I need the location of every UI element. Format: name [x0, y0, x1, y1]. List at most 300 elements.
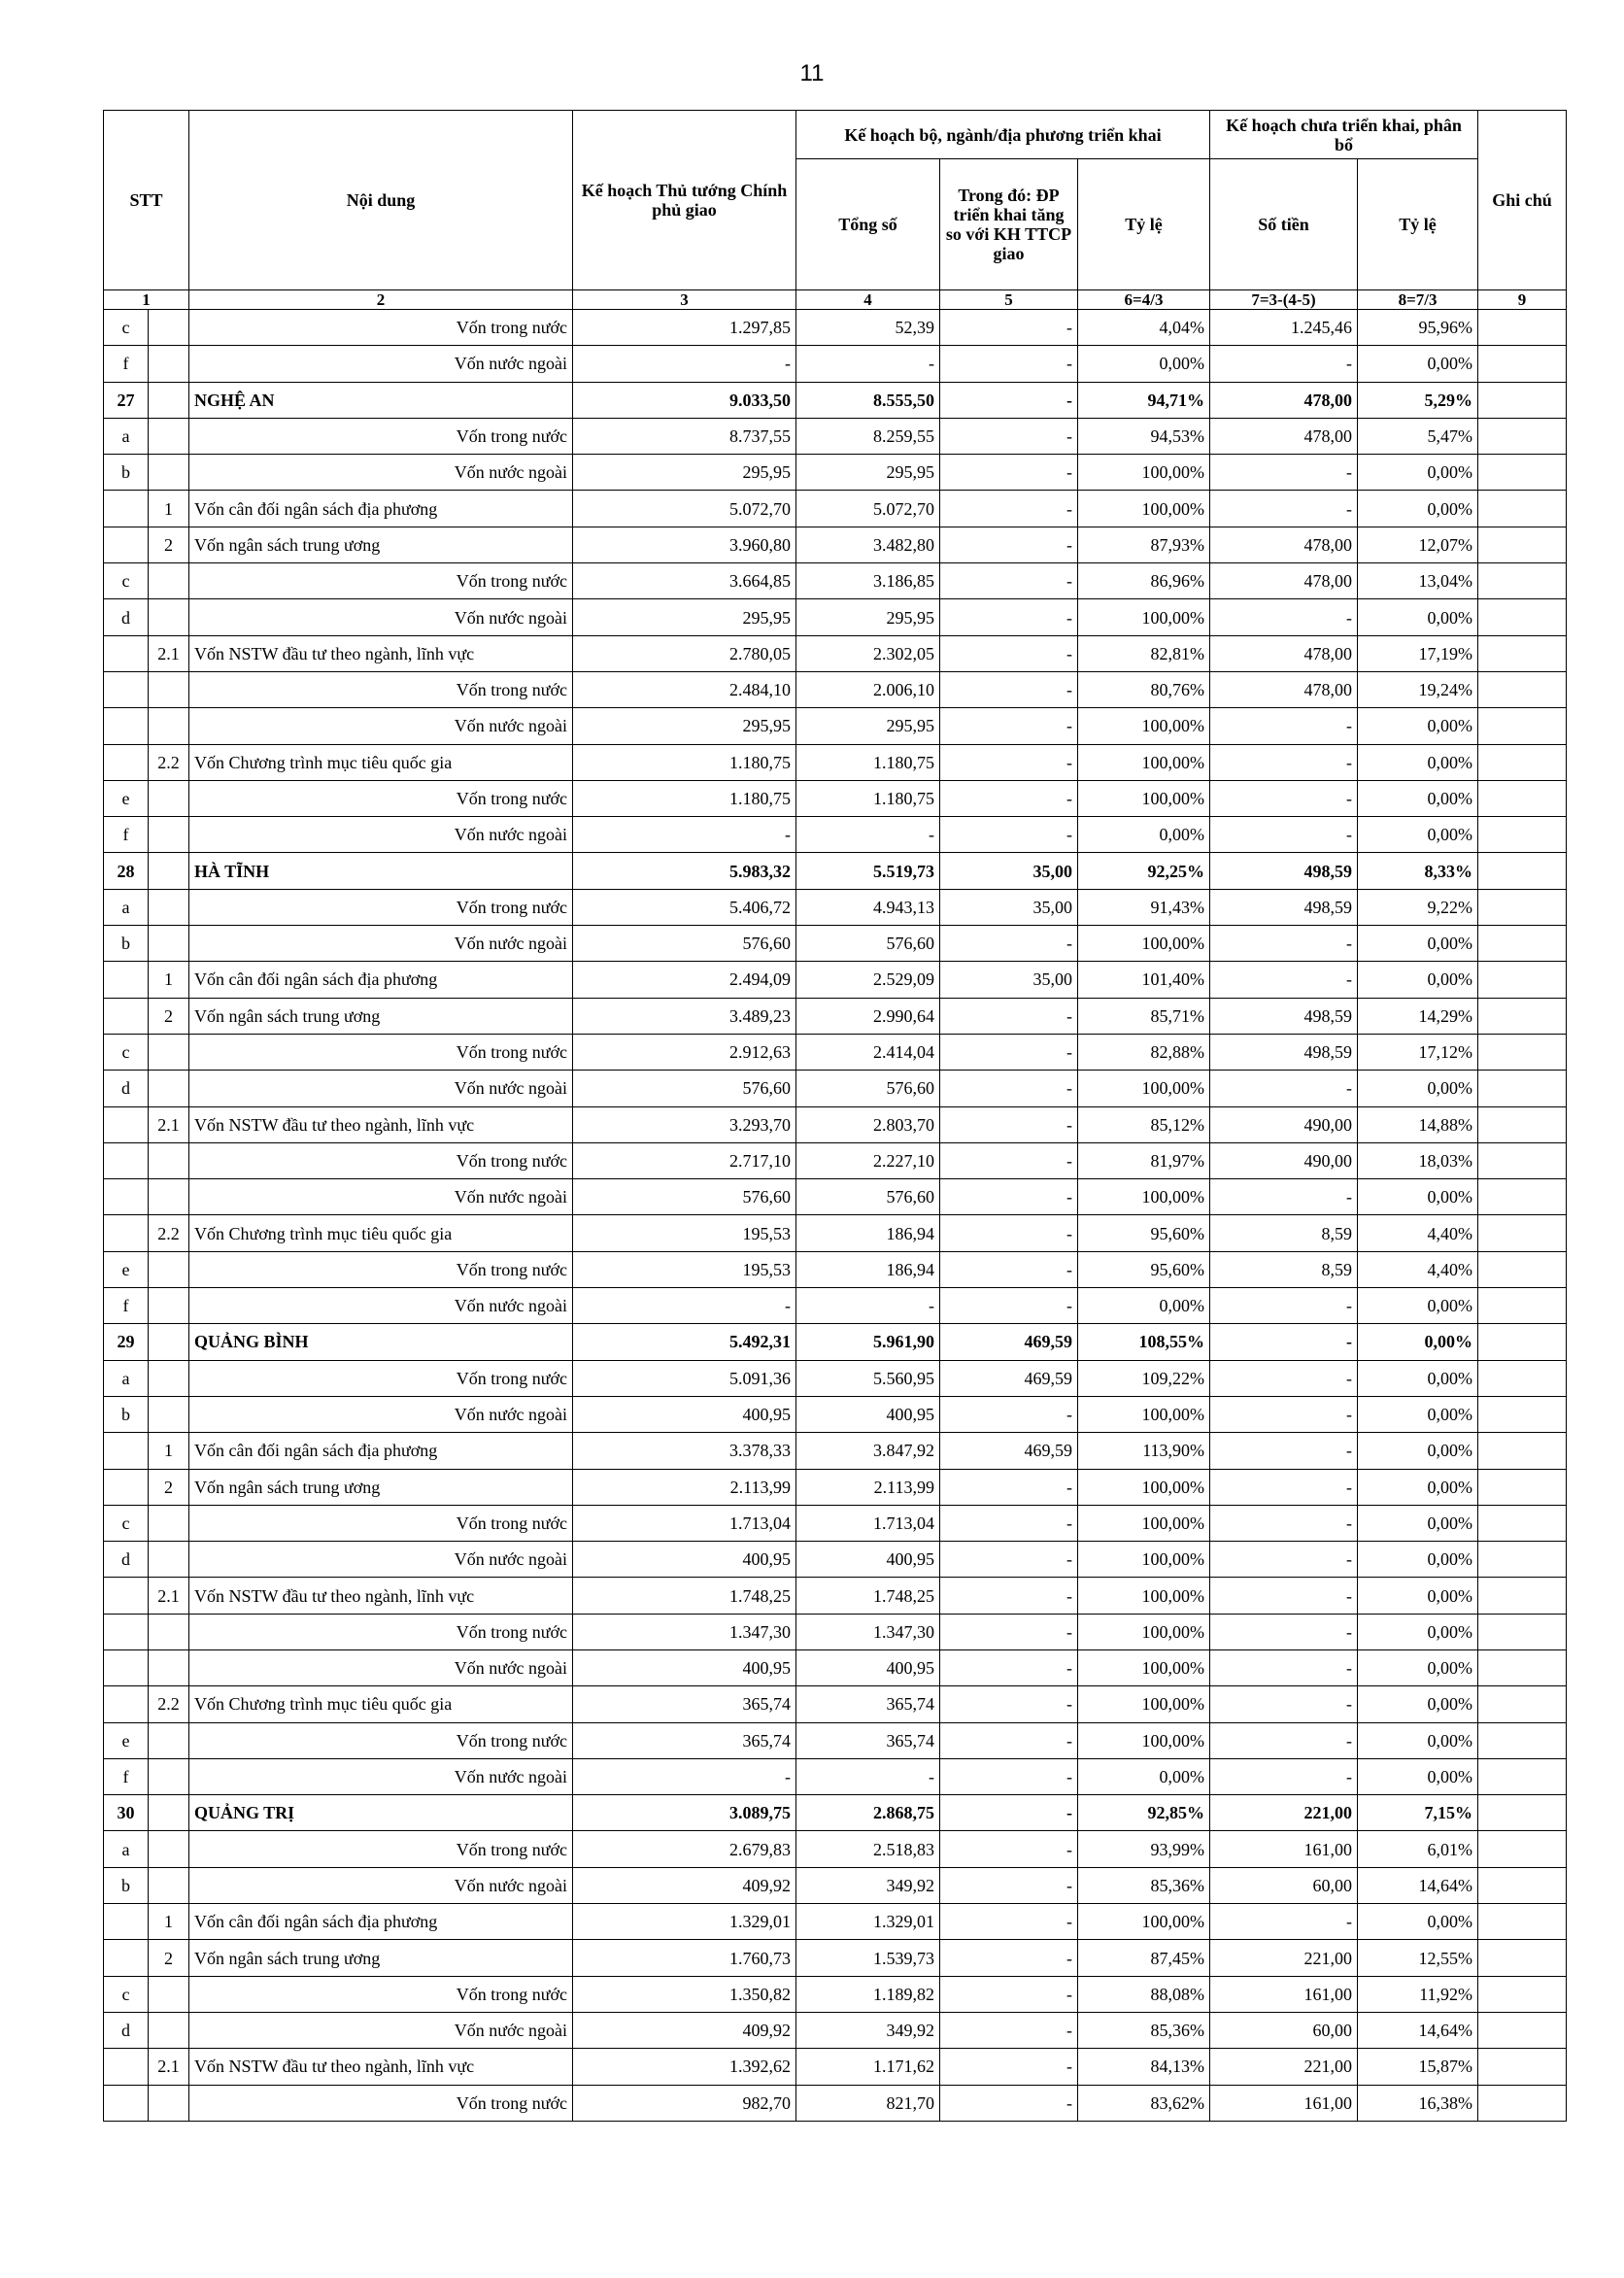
cell-sotien: 490,00: [1210, 1142, 1358, 1178]
cell-tong: 2.803,70: [796, 1106, 940, 1142]
cell-sub: 2.2: [149, 1215, 189, 1251]
cell-ghichu: [1478, 708, 1567, 744]
table-row: [104, 926, 1567, 962]
cell-stt: [104, 1904, 149, 1940]
cell-kh: 3.664,85: [573, 563, 796, 599]
cell-sotien: -: [1210, 1179, 1358, 1215]
cell-tyle2: 0,00%: [1358, 1649, 1478, 1685]
table-row: [104, 1795, 1567, 1831]
cell-label: Vốn trong nước: [189, 1831, 573, 1867]
cell-sotien: -: [1210, 926, 1358, 962]
table-row: [104, 998, 1567, 1034]
cell-stt: 28: [104, 853, 149, 889]
cell-tong: -: [796, 346, 940, 382]
cell-tyle2: 4,40%: [1358, 1251, 1478, 1287]
budget-table: [103, 110, 1567, 2122]
cell-stt: d: [104, 2012, 149, 2048]
cell-tyle: 4,04%: [1078, 310, 1210, 346]
cell-tang: -: [940, 2049, 1078, 2085]
cell-label: Vốn nước ngoài: [189, 926, 573, 962]
table-row: [104, 1142, 1567, 1178]
cell-tong: 1.748,25: [796, 1578, 940, 1614]
cell-stt: e: [104, 1251, 149, 1287]
cell-tyle: 87,93%: [1078, 527, 1210, 562]
table-row: [104, 346, 1567, 382]
table-row: [104, 780, 1567, 816]
cell-tang: -: [940, 1505, 1078, 1541]
cell-ghichu: [1478, 998, 1567, 1034]
cell-sub: [149, 1649, 189, 1685]
cell-tang: -: [940, 671, 1078, 707]
cell-kh: 1.329,01: [573, 1904, 796, 1940]
cell-ghichu: [1478, 2049, 1567, 2085]
table-row: [104, 1396, 1567, 1432]
cell-label: Vốn NSTW đầu tư theo ngành, lĩnh vực: [189, 2049, 573, 2085]
cell-tyle: 100,00%: [1078, 926, 1210, 962]
cell-tang: -: [940, 418, 1078, 454]
cell-label: Vốn NSTW đầu tư theo ngành, lĩnh vực: [189, 635, 573, 671]
cell-tyle2: 9,22%: [1358, 889, 1478, 925]
header-noi-dung: Nội dung: [189, 111, 573, 290]
cell-tang: 469,59: [940, 1433, 1078, 1469]
table-row: [104, 1469, 1567, 1505]
table-row: [104, 1251, 1567, 1287]
cell-tang: -: [940, 2085, 1078, 2121]
cell-stt: [104, 635, 149, 671]
cell-tang: -: [940, 1649, 1078, 1685]
cell-sotien: -: [1210, 599, 1358, 635]
cell-sub: [149, 817, 189, 853]
table-row: [104, 1940, 1567, 1976]
cell-ghichu: [1478, 926, 1567, 962]
cell-label: NGHỆ AN: [189, 382, 573, 418]
cell-tang: -: [940, 1071, 1078, 1106]
cell-sub: [149, 926, 189, 962]
cell-tang: -: [940, 455, 1078, 491]
cell-tyle: 100,00%: [1078, 780, 1210, 816]
cell-tyle: 100,00%: [1078, 1686, 1210, 1722]
cell-kh: 400,95: [573, 1542, 796, 1578]
cell-tyle2: 0,00%: [1358, 1722, 1478, 1758]
cell-kh: 5.492,31: [573, 1324, 796, 1360]
cell-label: HÀ TĨNH: [189, 853, 573, 889]
index-row: [104, 290, 1567, 310]
cell-sub: [149, 418, 189, 454]
cell-stt: a: [104, 418, 149, 454]
page-number: 11: [799, 60, 825, 86]
cell-sub: [149, 1324, 189, 1360]
cell-label: Vốn cân đối ngân sách địa phương: [189, 1433, 573, 1469]
cell-sub: [149, 599, 189, 635]
cell-ghichu: [1478, 527, 1567, 562]
cell-tang: -: [940, 527, 1078, 562]
cell-tyle: 100,00%: [1078, 1396, 1210, 1432]
cell-label: Vốn Chương trình mục tiêu quốc gia: [189, 1215, 573, 1251]
table-row: [104, 1179, 1567, 1215]
cell-tong: 400,95: [796, 1649, 940, 1685]
cell-tyle: 88,08%: [1078, 1976, 1210, 2012]
header-group-trien-khai: Kế hoạch bộ, ngành/địa phương triển khai: [796, 111, 1210, 159]
cell-sub: [149, 1288, 189, 1324]
cell-sotien: 60,00: [1210, 2012, 1358, 2048]
cell-stt: [104, 1433, 149, 1469]
cell-tyle2: 0,00%: [1358, 780, 1478, 816]
cell-sotien: -: [1210, 744, 1358, 780]
cell-stt: [104, 527, 149, 562]
cell-sotien: -: [1210, 817, 1358, 853]
cell-ghichu: [1478, 1142, 1567, 1178]
cell-kh: 1.713,04: [573, 1505, 796, 1541]
cell-kh: 400,95: [573, 1396, 796, 1432]
cell-sub: 2.1: [149, 1578, 189, 1614]
cell-kh: 1.297,85: [573, 310, 796, 346]
cell-kh: 195,53: [573, 1215, 796, 1251]
cell-stt: c: [104, 1976, 149, 2012]
cell-tong: 2.006,10: [796, 671, 940, 707]
table-row: [104, 744, 1567, 780]
cell-kh: 3.960,80: [573, 527, 796, 562]
table-row: [104, 889, 1567, 925]
cell-sub: [149, 346, 189, 382]
cell-stt: c: [104, 1505, 149, 1541]
table-row: [104, 1505, 1567, 1541]
cell-ghichu: [1478, 1722, 1567, 1758]
cell-tyle2: 5,29%: [1358, 382, 1478, 418]
cell-tyle2: 0,00%: [1358, 744, 1478, 780]
cell-sotien: 161,00: [1210, 2085, 1358, 2121]
cell-tang: -: [940, 817, 1078, 853]
cell-tyle2: 14,64%: [1358, 2012, 1478, 2048]
cell-sotien: 490,00: [1210, 1106, 1358, 1142]
cell-tang: -: [940, 563, 1078, 599]
header-ty-le: Tỷ lệ: [1078, 159, 1210, 290]
cell-kh: -: [573, 817, 796, 853]
cell-tong: 1.539,73: [796, 1940, 940, 1976]
table-row: [104, 1106, 1567, 1142]
cell-sub: 1: [149, 1433, 189, 1469]
cell-label: Vốn nước ngoài: [189, 1179, 573, 1215]
table-row: [104, 1215, 1567, 1251]
cell-tyle2: 14,64%: [1358, 1867, 1478, 1903]
cell-tang: -: [940, 1867, 1078, 1903]
cell-tyle2: 0,00%: [1358, 346, 1478, 382]
cell-tyle: 95,60%: [1078, 1215, 1210, 1251]
table-row: [104, 1324, 1567, 1360]
cell-ghichu: [1478, 1106, 1567, 1142]
cell-ghichu: [1478, 1542, 1567, 1578]
cell-tyle2: 0,00%: [1358, 1505, 1478, 1541]
cell-ghichu: [1478, 1251, 1567, 1287]
cell-tyle: 85,36%: [1078, 1867, 1210, 1903]
cell-tong: 52,39: [796, 310, 940, 346]
cell-label: Vốn ngân sách trung ương: [189, 1940, 573, 1976]
cell-stt: [104, 1469, 149, 1505]
cell-label: QUẢNG TRỊ: [189, 1795, 573, 1831]
cell-tyle: 84,13%: [1078, 2049, 1210, 2085]
cell-sub: 2.2: [149, 1686, 189, 1722]
cell-sub: [149, 1505, 189, 1541]
cell-label: Vốn nước ngoài: [189, 708, 573, 744]
cell-tang: 35,00: [940, 962, 1078, 998]
cell-sub: [149, 1795, 189, 1831]
cell-sotien: -: [1210, 1396, 1358, 1432]
cell-stt: [104, 1106, 149, 1142]
cell-sotien: -: [1210, 1433, 1358, 1469]
cell-kh: 409,92: [573, 1867, 796, 1903]
cell-tyle2: 0,00%: [1358, 1360, 1478, 1396]
cell-sub: 2.2: [149, 744, 189, 780]
cell-stt: [104, 1649, 149, 1685]
cell-tyle2: 7,15%: [1358, 1795, 1478, 1831]
cell-tong: 3.847,92: [796, 1433, 940, 1469]
cell-ghichu: [1478, 599, 1567, 635]
cell-tyle: 85,71%: [1078, 998, 1210, 1034]
cell-sub: [149, 1614, 189, 1649]
cell-label: Vốn Chương trình mục tiêu quốc gia: [189, 1686, 573, 1722]
cell-sotien: 221,00: [1210, 1940, 1358, 1976]
cell-tong: 5.519,73: [796, 853, 940, 889]
cell-sotien: -: [1210, 1505, 1358, 1541]
cell-tyle: 83,62%: [1078, 2085, 1210, 2121]
cell-tyle2: 8,33%: [1358, 853, 1478, 889]
header-ty-le-2: Tỷ lệ: [1358, 159, 1478, 290]
cell-sotien: 498,59: [1210, 998, 1358, 1034]
cell-tong: 4.943,13: [796, 889, 940, 925]
cell-ghichu: [1478, 744, 1567, 780]
cell-sotien: -: [1210, 1288, 1358, 1324]
cell-sub: [149, 853, 189, 889]
cell-stt: 30: [104, 1795, 149, 1831]
cell-tyle2: 16,38%: [1358, 2085, 1478, 2121]
cell-tong: 2.518,83: [796, 1831, 940, 1867]
cell-kh: 9.033,50: [573, 382, 796, 418]
cell-ghichu: [1478, 817, 1567, 853]
cell-label: Vốn trong nước: [189, 1142, 573, 1178]
cell-sub: 2: [149, 1469, 189, 1505]
cell-sotien: 478,00: [1210, 527, 1358, 562]
cell-label: Vốn NSTW đầu tư theo ngành, lĩnh vực: [189, 1578, 573, 1614]
cell-tyle: 0,00%: [1078, 817, 1210, 853]
cell-kh: 195,53: [573, 1251, 796, 1287]
cell-tang: -: [940, 1288, 1078, 1324]
cell-tang: 469,59: [940, 1360, 1078, 1396]
cell-tyle: 93,99%: [1078, 1831, 1210, 1867]
cell-tong: 2.868,75: [796, 1795, 940, 1831]
cell-ghichu: [1478, 310, 1567, 346]
cell-kh: 1.392,62: [573, 2049, 796, 2085]
cell-tyle2: 0,00%: [1358, 1396, 1478, 1432]
cell-sub: [149, 1831, 189, 1867]
cell-tyle: 91,43%: [1078, 889, 1210, 925]
cell-tang: -: [940, 1396, 1078, 1432]
cell-tyle2: 0,00%: [1358, 491, 1478, 527]
cell-label: Vốn nước ngoài: [189, 1542, 573, 1578]
cell-tong: 2.113,99: [796, 1469, 940, 1505]
cell-sub: [149, 780, 189, 816]
cell-tang: -: [940, 708, 1078, 744]
table-row: [104, 1649, 1567, 1685]
cell-sotien: 478,00: [1210, 382, 1358, 418]
index-cell: 1: [104, 290, 189, 310]
cell-tang: -: [940, 1976, 1078, 2012]
cell-tyle: 100,00%: [1078, 1505, 1210, 1541]
cell-tyle2: 5,47%: [1358, 418, 1478, 454]
cell-tyle: 82,81%: [1078, 635, 1210, 671]
cell-tyle2: 12,07%: [1358, 527, 1478, 562]
cell-label: Vốn nước ngoài: [189, 2012, 573, 2048]
index-cell: 7=3-(4-5): [1210, 290, 1358, 310]
table-row: [104, 671, 1567, 707]
cell-tong: 365,74: [796, 1686, 940, 1722]
index-cell: 2: [189, 290, 573, 310]
cell-tyle: 86,96%: [1078, 563, 1210, 599]
cell-tyle: 0,00%: [1078, 346, 1210, 382]
table-row: [104, 1578, 1567, 1614]
cell-tyle: 100,00%: [1078, 744, 1210, 780]
cell-stt: b: [104, 455, 149, 491]
cell-ghichu: [1478, 853, 1567, 889]
cell-tyle: 101,40%: [1078, 962, 1210, 998]
cell-label: Vốn cân đối ngân sách địa phương: [189, 491, 573, 527]
cell-ghichu: [1478, 1831, 1567, 1867]
cell-stt: d: [104, 1542, 149, 1578]
cell-tong: 2.529,09: [796, 962, 940, 998]
cell-tang: -: [940, 1722, 1078, 1758]
cell-kh: 400,95: [573, 1649, 796, 1685]
cell-stt: a: [104, 1360, 149, 1396]
cell-stt: [104, 1940, 149, 1976]
cell-tong: 186,94: [796, 1251, 940, 1287]
cell-tyle: 100,00%: [1078, 1578, 1210, 1614]
cell-tyle2: 4,40%: [1358, 1215, 1478, 1251]
cell-ghichu: [1478, 1649, 1567, 1685]
cell-stt: d: [104, 599, 149, 635]
cell-tyle2: 95,96%: [1358, 310, 1478, 346]
cell-label: Vốn cân đối ngân sách địa phương: [189, 962, 573, 998]
cell-sotien: -: [1210, 346, 1358, 382]
cell-sotien: 498,59: [1210, 889, 1358, 925]
cell-stt: [104, 998, 149, 1034]
cell-sotien: 60,00: [1210, 1867, 1358, 1903]
cell-sub: 1: [149, 962, 189, 998]
cell-tong: 1.329,01: [796, 1904, 940, 1940]
cell-sotien: -: [1210, 1904, 1358, 1940]
cell-tyle2: 0,00%: [1358, 1614, 1478, 1649]
cell-kh: 982,70: [573, 2085, 796, 2121]
table-row: [104, 853, 1567, 889]
table-row: [104, 817, 1567, 853]
cell-tyle: 85,12%: [1078, 1106, 1210, 1142]
cell-label: Vốn NSTW đầu tư theo ngành, lĩnh vực: [189, 1106, 573, 1142]
cell-stt: [104, 671, 149, 707]
table-row: [104, 527, 1567, 562]
cell-tyle2: 0,00%: [1358, 1686, 1478, 1722]
cell-ghichu: [1478, 1324, 1567, 1360]
cell-tang: -: [940, 1251, 1078, 1287]
index-cell: 9: [1478, 290, 1567, 310]
cell-label: Vốn nước ngoài: [189, 1649, 573, 1685]
cell-sub: [149, 2085, 189, 2121]
cell-kh: 365,74: [573, 1722, 796, 1758]
cell-label: Vốn Chương trình mục tiêu quốc gia: [189, 744, 573, 780]
cell-tyle: 100,00%: [1078, 599, 1210, 635]
table-row: [104, 1542, 1567, 1578]
cell-ghichu: [1478, 491, 1567, 527]
cell-label: Vốn nước ngoài: [189, 346, 573, 382]
cell-label: Vốn cân đối ngân sách địa phương: [189, 1904, 573, 1940]
cell-label: Vốn trong nước: [189, 1034, 573, 1070]
cell-label: Vốn trong nước: [189, 780, 573, 816]
cell-tyle: 109,22%: [1078, 1360, 1210, 1396]
cell-tyle: 0,00%: [1078, 1288, 1210, 1324]
cell-tong: -: [796, 1288, 940, 1324]
cell-tang: -: [940, 1614, 1078, 1649]
cell-tyle2: 0,00%: [1358, 1071, 1478, 1106]
cell-tyle: 81,97%: [1078, 1142, 1210, 1178]
cell-stt: f: [104, 1288, 149, 1324]
cell-label: Vốn trong nước: [189, 1614, 573, 1649]
cell-tang: -: [940, 382, 1078, 418]
cell-sotien: 498,59: [1210, 853, 1358, 889]
cell-tang: -: [940, 1758, 1078, 1794]
cell-tyle2: 17,19%: [1358, 635, 1478, 671]
cell-tong: 5.961,90: [796, 1324, 940, 1360]
cell-tyle2: 14,29%: [1358, 998, 1478, 1034]
index-cell: 5: [940, 290, 1078, 310]
header-so-tien: Số tiền: [1210, 159, 1358, 290]
cell-tyle: 100,00%: [1078, 1469, 1210, 1505]
cell-sotien: 161,00: [1210, 1976, 1358, 2012]
cell-tong: 1.347,30: [796, 1614, 940, 1649]
cell-sotien: 221,00: [1210, 2049, 1358, 2085]
cell-label: Vốn trong nước: [189, 1976, 573, 2012]
cell-sotien: 478,00: [1210, 563, 1358, 599]
cell-tyle2: 0,00%: [1358, 926, 1478, 962]
cell-tong: 295,95: [796, 708, 940, 744]
cell-stt: [104, 1614, 149, 1649]
cell-kh: 1.180,75: [573, 744, 796, 780]
cell-sotien: -: [1210, 1542, 1358, 1578]
cell-tang: -: [940, 1179, 1078, 1215]
cell-sotien: -: [1210, 1614, 1358, 1649]
cell-sub: [149, 1542, 189, 1578]
table-row: [104, 1904, 1567, 1940]
cell-stt: c: [104, 310, 149, 346]
cell-ghichu: [1478, 1360, 1567, 1396]
cell-tong: 365,74: [796, 1722, 940, 1758]
cell-sub: [149, 1976, 189, 2012]
header-stt: STT: [104, 111, 189, 290]
cell-stt: [104, 744, 149, 780]
cell-stt: d: [104, 1071, 149, 1106]
cell-label: Vốn nước ngoài: [189, 817, 573, 853]
cell-tong: 576,60: [796, 926, 940, 962]
cell-tong: 295,95: [796, 599, 940, 635]
cell-label: Vốn trong nước: [189, 1360, 573, 1396]
table-row: [104, 962, 1567, 998]
cell-kh: 409,92: [573, 2012, 796, 2048]
cell-sotien: 8,59: [1210, 1215, 1358, 1251]
table-row: [104, 1433, 1567, 1469]
cell-ghichu: [1478, 563, 1567, 599]
cell-tong: 8.555,50: [796, 382, 940, 418]
cell-sotien: 1.245,46: [1210, 310, 1358, 346]
cell-sub: 2.1: [149, 1106, 189, 1142]
cell-stt: [104, 708, 149, 744]
cell-tong: 186,94: [796, 1215, 940, 1251]
cell-label: QUẢNG BÌNH: [189, 1324, 573, 1360]
cell-tong: 8.259,55: [796, 418, 940, 454]
